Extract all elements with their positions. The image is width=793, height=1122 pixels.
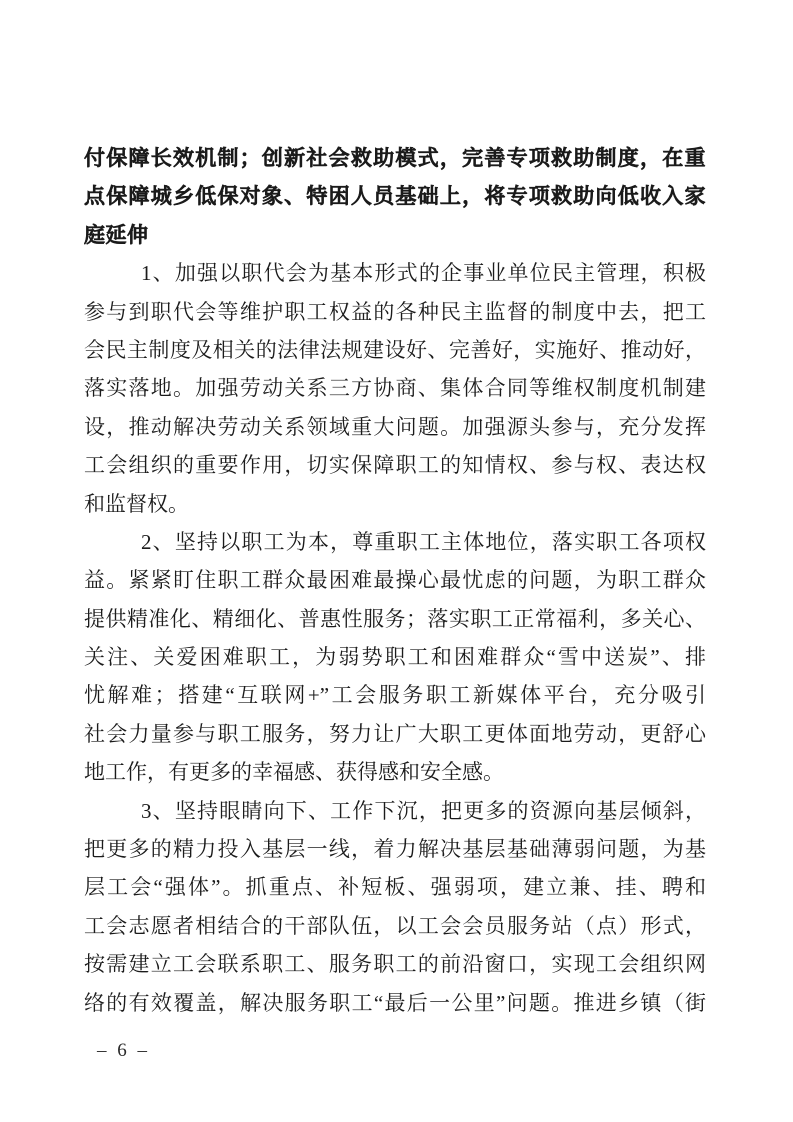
text-line: 按需建立工会联系职工、服务职工的前沿窗口，实现工会组织网 <box>84 952 706 977</box>
text-line: 庭延伸 <box>84 222 149 247</box>
text-line: 2、坚持以职工为本，尊重职工主体地位，落实职工各项权 <box>141 529 706 554</box>
text-line: 地工作，有更多的幸福感、获得感和安全感。 <box>84 760 504 785</box>
text-line: 点保障城乡低保对象、特困人员基础上，将专项救助向低收入家 <box>84 184 706 209</box>
text-line: 设，推动解决劳动关系领域重大问题。加强源头参与，充分发挥 <box>84 414 706 439</box>
text-line: 益。紧紧盯住职工群众最困难最操心最忧虑的问题，为职工群众 <box>84 568 706 593</box>
item-1-paragraph <box>84 254 706 523</box>
text-line: 1、加强以职代会为基本形式的企事业单位民主管理，积极 <box>141 261 706 286</box>
page-number: – 6 – <box>97 1040 150 1061</box>
text-line: 和监督权。 <box>84 491 189 516</box>
text-line: 提供精准化、精细化、普惠性服务；落实职工正常福利，多关心、 <box>84 606 706 631</box>
text-line: 络的有效覆盖，解决服务职工“最后一公里”问题。推进乡镇（街 <box>84 990 706 1015</box>
item-2-paragraph <box>84 523 706 792</box>
text-line: 社会力量参与职工服务，努力让广大职工更体面地劳动，更舒心 <box>84 721 706 746</box>
text-line: 层工会“强体”。抓重点、补短板、强弱项，建立兼、挂、聘和 <box>84 875 706 900</box>
text-line: 落实落地。加强劳动关系三方协商、集体合同等维权制度机制建 <box>84 376 706 401</box>
text-line: 会民主制度及相关的法律法规建设好、完善好，实施好、推动好， <box>84 337 706 362</box>
text-line: 关注、关爱困难职工，为弱势职工和困难群众“雪中送炭”、排 <box>84 645 706 670</box>
text-line: 工会志愿者相结合的干部队伍，以工会会员服务站（点）形式， <box>84 913 706 938</box>
text-line: 工会组织的重要作用，切实保障职工的知情权、参与权、表达权 <box>84 453 706 478</box>
text-line: 把更多的精力投入基层一线，着力解决基层基础薄弱问题，为基 <box>84 837 706 862</box>
text-line: 付保障长效机制；创新社会救助模式，完善专项救助制度，在重 <box>84 146 706 170</box>
intro-paragraph <box>84 139 706 254</box>
text-line: 3、坚持眼睛向下、工作下沉，把更多的资源向基层倾斜， <box>141 798 706 823</box>
text-line: 参与到职代会等维护职工权益的各种民主监督的制度中去，把工 <box>84 299 706 324</box>
document-text-block <box>84 139 706 1022</box>
text-line: 忧解难；搭建“互联网+”工会服务职工新媒体平台，充分吸引 <box>84 683 706 708</box>
item-3-paragraph <box>84 792 706 1022</box>
